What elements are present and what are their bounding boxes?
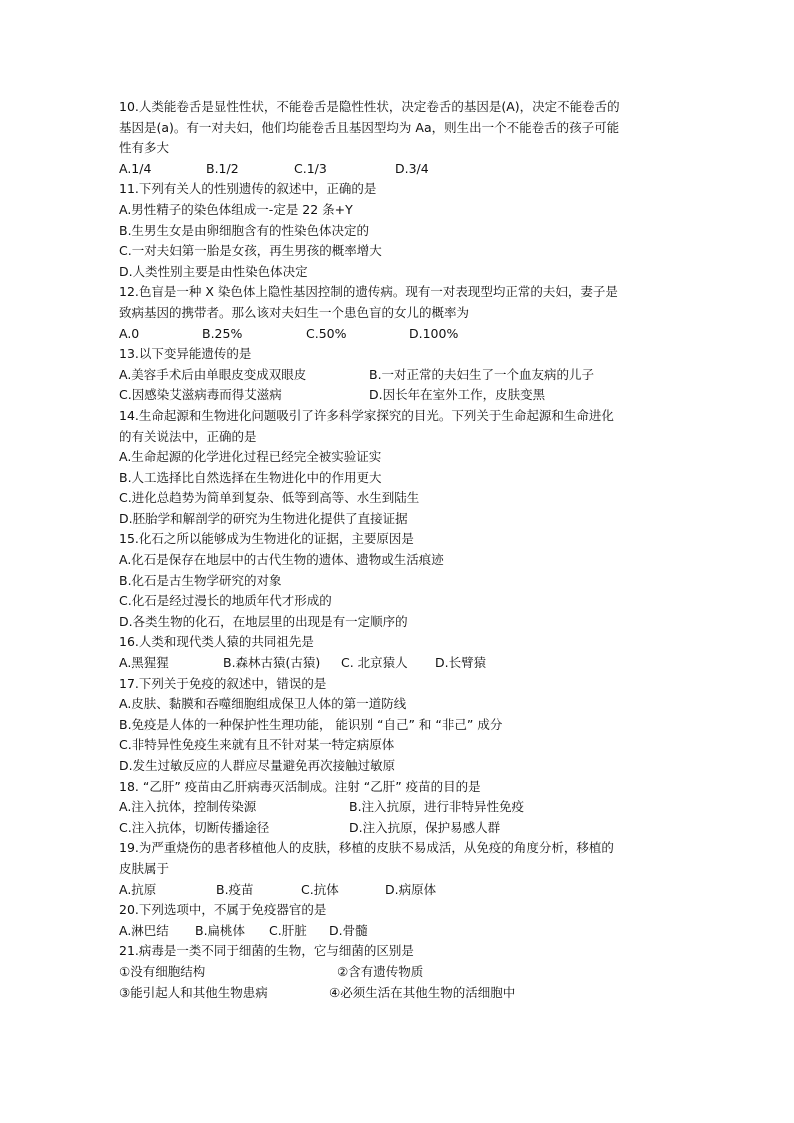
question-13-options-row-1 [119, 365, 679, 386]
question-13-option-a: A.美容手术后由单眼皮变成双眼皮 [119, 366, 307, 382]
question-15-option-b: B.化石是古生物学研究的对象 [119, 572, 282, 588]
question-14-stem-line-1: 14.生命起源和生物进化问题吸引了许多科学家探究的目光。下列关于生命起源和生命进化 [119, 407, 614, 423]
question-14-option-c: C.进化总趋势为简单到复杂、低等到高等、水生到陆生 [119, 490, 420, 506]
question-18-option-b: B.注入抗原，进行非特异性免疫 [349, 799, 525, 815]
question-13-option-c: C.因感染艾滋病毒而得艾滋病 [119, 387, 282, 403]
question-10-stem-line-2: 基因是(a)。有一对夫妇，他们均能卷舌且基因型均为 Aa，则生出一个不能卷舌的孩子可能 [119, 119, 620, 135]
question-20-stem: 20.下列选项中，不属于免疫器官的是 [119, 902, 327, 918]
question-16-option-c: C. 北京猿人 [341, 655, 408, 671]
question-10-option-d: D.3/4 [395, 160, 429, 176]
question-20-option-d: D.骨髓 [329, 922, 368, 938]
question-14-stem-line-2: 的有关说法中，正确的是 [119, 428, 257, 444]
question-15-option-d: D.各类生物的化石，在地层里的出现是有一定顺序的 [119, 613, 408, 629]
question-15-stem: 15.化石之所以能够成为生物进化的证据，主要原因是 [119, 531, 414, 547]
question-21-option-4: ④必须生活在其他生物的活细胞中 [329, 984, 516, 1000]
question-17-option-c: C.非特异性免疫生来就有且不针对某一特定病原体 [119, 737, 395, 753]
question-14-option-a: A.生命起源的化学进化过程已经完全被实验证实 [119, 449, 382, 465]
question-11-option-d: D.人类性别主要是由性染色体决定 [119, 263, 308, 279]
question-19-stem-line-2: 皮肤属于 [119, 860, 170, 876]
question-19-option-a: A.抗原 [119, 881, 157, 897]
question-21-stem: 21.病毒是一类不同于细菌的生物，它与细菌的区别是 [119, 943, 414, 959]
question-16-option-d: D.长臂猿 [435, 655, 487, 671]
question-18-option-a: A.注入抗体，控制传染源 [119, 799, 257, 815]
question-20-options-row [119, 921, 679, 942]
question-12-option-d: D.100% [409, 325, 459, 341]
question-18-option-d: D.注入抗原，保护易感人群 [349, 819, 501, 835]
question-21-options-row-2 [119, 983, 679, 1004]
question-11-option-c: C.一对夫妇第一胎是女孩，再生男孩的概率增大 [119, 243, 382, 259]
question-14-option-d: D.胚胎学和解剖学的研究为生物进化提供了直接证据 [119, 510, 408, 526]
question-17-option-d: D.发生过敏反应的人群应尽量避免再次接触过敏原 [119, 758, 396, 773]
question-18-option-c: C.注入抗体，切断传播途径 [119, 819, 270, 835]
question-13-stem: 13.以下变异能遗传的是 [119, 346, 252, 362]
question-11-option-a: A.男性精子的染色体组成一-定是 22 条+Y [119, 201, 353, 217]
question-19-option-b: B.疫苗 [216, 881, 254, 897]
question-20-option-a: A.淋巴结 [119, 922, 169, 938]
question-10-stem-line-1: 10.人类能卷舌是显性性状，不能卷舌是隐性性状，决定卷舌的基因是(A)，决定不能卷舌的 [119, 99, 620, 114]
question-10-options-row [119, 159, 679, 180]
question-21-option-3: ③能引起人和其他生物患病 [119, 984, 268, 1000]
question-17-stem: 17.下列关于免疫的叙述中，错误的是 [119, 675, 327, 691]
question-16-option-a: A.黑猩猩 [119, 655, 169, 671]
question-18-options-row-2 [119, 818, 679, 839]
question-10-option-c: C.1/3 [294, 160, 327, 176]
question-11-option-b: B.生男生女是由卵细胞含有的性染色体决定的 [119, 222, 370, 238]
question-16-stem: 16.人类和现代类人猿的共同祖先是 [119, 634, 314, 650]
question-18-options-row-1 [119, 797, 679, 818]
question-17-option-b: B.免疫是人体的一种保护性生理功能， 能识别 “自己” 和 “非己” 成分 [119, 716, 503, 732]
question-list [119, 97, 679, 1003]
question-10-stem-line-3: 性有多大 [119, 140, 170, 156]
question-19-stem-line-1: 19.为严重烧伤的患者移植他人的皮肤，移植的皮肤不易成活，从免疫的角度分析，移植的 [119, 840, 614, 856]
question-19-options-row [119, 880, 679, 901]
question-12-option-a: A.0 [119, 325, 140, 341]
question-20-option-c: C.肝脏 [269, 922, 307, 938]
question-21-option-1: ①没有细胞结构 [119, 963, 206, 979]
question-10-option-b: B.1/2 [206, 160, 239, 176]
question-15-option-c: C.化石是经过漫长的地质年代才形成的 [119, 593, 332, 609]
question-21-option-2: ②含有遗传物质 [337, 963, 424, 979]
question-20-option-b: B.扁桃体 [195, 922, 246, 938]
question-11-stem: 11.下列有关人的性别遗传的叙述中，正确的是 [119, 181, 377, 197]
question-13-option-d: D.因长年在室外工作，皮肤变黑 [369, 387, 546, 403]
question-19-option-d: D.病原体 [385, 881, 437, 897]
question-13-options-row-2 [119, 385, 679, 406]
question-21-options-row-1 [119, 962, 679, 983]
question-18-stem: 18. “乙肝” 疫苗由乙肝病毒灭活制成。注射 “乙肝” 疫苗的目的是 [119, 778, 481, 794]
question-16-options-row [119, 653, 679, 674]
question-12-stem-line-2: 致病基因的携带者。那么该对夫妇生一个患色盲的女儿的概率为 [119, 304, 470, 320]
question-19-option-c: C.抗体 [301, 881, 339, 897]
question-12-option-c: C.50% [306, 325, 347, 341]
question-10-option-a: A.1/4 [119, 160, 152, 176]
question-12-option-b: B.25% [202, 325, 243, 341]
question-12-stem-line-1: 12.色盲是一种 X 染色体上隐性基因控制的遗传病。现有一对表现型均正常的夫妇，妻子是 [119, 284, 618, 300]
question-12-options-row [119, 324, 679, 345]
question-15-option-a: A.化石是保存在地层中的古代生物的遗体、遗物或生活痕迹 [119, 552, 444, 568]
question-16-option-b: B.森林古猿(古猿) [223, 655, 321, 671]
question-14-option-b: B.人工选择比自然选择在生物进化中的作用更大 [119, 469, 382, 485]
question-13-option-b: B.一对正常的夫妇生了一个血友病的儿子 [369, 366, 595, 382]
question-17-option-a: A.皮肤、黏膜和吞噬细胞组成保卫人体的第一道防线 [119, 696, 407, 712]
